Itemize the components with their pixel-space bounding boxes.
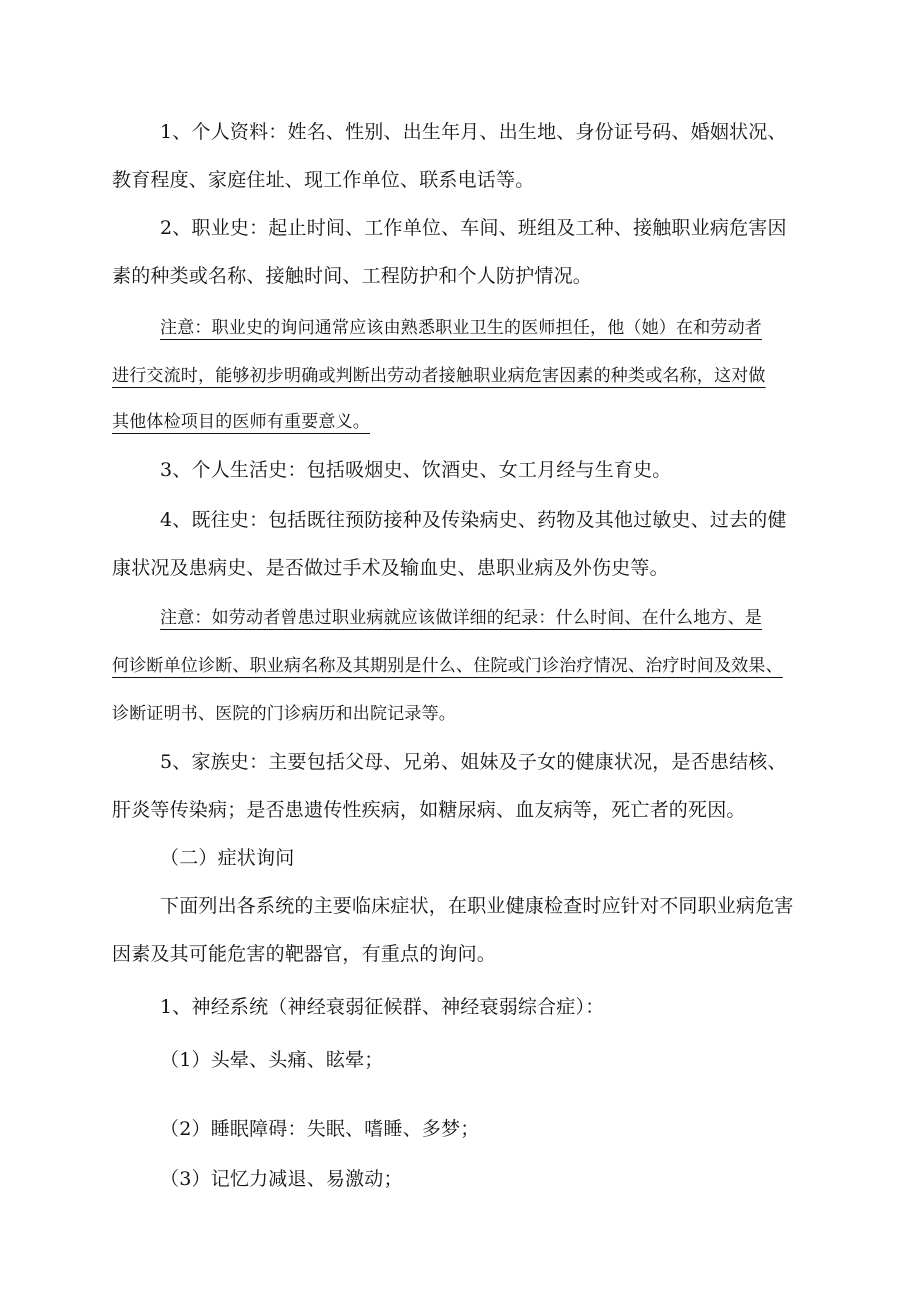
item-4-line-2: 康状况及患病史、是否做过手术及输血史、患职业病及外伤史等。 [112, 557, 669, 579]
item-2-line-1: 2、职业史：起止时间、工作单位、车间、班组及工种、接触职业病危害因 [160, 217, 787, 239]
intro-line-1: 下面列出各系统的主要临床症状，在职业健康检查时应针对不同职业病危害 [160, 895, 794, 917]
item-5-line-1: 5、家族史：主要包括父母、兄弟、姐妹及子女的健康状况，是否患结核、 [160, 751, 787, 773]
neuro-item-1: （1）头晕、头痛、眩晕； [160, 1049, 384, 1071]
section-heading-symptom-inquiry: （二）症状询问 [160, 847, 295, 869]
neuro-item-2: （2）睡眠障碍：失眠、嗜睡、多梦； [160, 1118, 480, 1140]
note-1-line-3: 其他体检项目的医师有重要意义。 [112, 412, 370, 432]
intro-line-2: 因素及其可能危害的靶器官，有重点的询问。 [112, 943, 497, 965]
item-1-line-2: 教育程度、家庭住址、现工作单位、联系电话等。 [112, 169, 535, 191]
note-2-line-1: 注意：如劳动者曾患过职业病就应该做详细的纪录：什么时间、在什么地方、是 [160, 608, 762, 628]
item-2-line-2: 素的种类或名称、接触时间、工程防护和个人防护情况。 [112, 265, 593, 287]
note-2-line-3: 诊断证明书、医院的门诊病历和出院记录等。 [112, 704, 456, 724]
item-1-line-1: 1、个人资料：姓名、性别、出生年月、出生地、身份证号码、婚姻状况、 [160, 121, 787, 143]
neuro-item-3: （3）记忆力减退、易激动； [160, 1168, 403, 1190]
item-4-line-1: 4、既往史：包括既往预防接种及传染病史、药物及其他过敏史、过去的健 [160, 509, 787, 531]
neuro-system-heading: 1、神经系统（神经衰弱征候群、神经衰弱综合症）： [160, 996, 605, 1018]
note-2-line-2: 何诊断单位诊断、职业病名称及其期别是什么、住院或门诊治疗情况、治疗时间及效果、 [112, 656, 783, 676]
item-3-line-1: 3、个人生活史：包括吸烟史、饮酒史、女工月经与生育史。 [160, 459, 672, 481]
item-5-line-2: 肝炎等传染病；是否患遗传性疾病，如糖尿病、血友病等，死亡者的死因。 [112, 799, 746, 821]
note-1-line-1: 注意：职业史的询问通常应该由熟悉职业卫生的医师担任，他（她）在和劳动者 [160, 318, 762, 338]
note-1-line-2: 进行交流时，能够初步明确或判断出劳动者接触职业病危害因素的种类或名称，这对做 [112, 366, 766, 386]
